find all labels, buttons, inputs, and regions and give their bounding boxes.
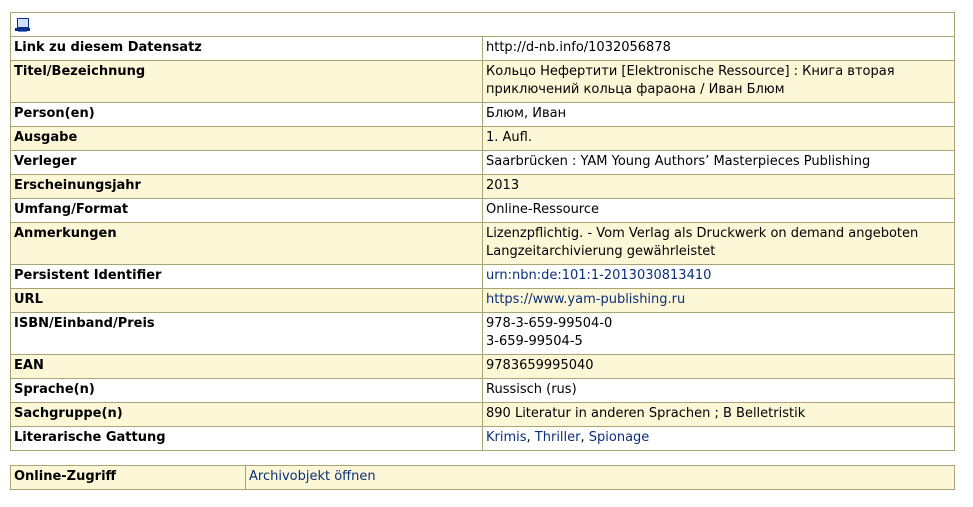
open-archive-object-link[interactable]: Archivobjekt öffnen [249,469,376,484]
record-row [11,127,955,151]
field-label: Literarische Gattung [11,427,483,451]
field-value [483,379,955,403]
field-label: URL [11,289,483,313]
record-table [10,12,955,451]
field-value [483,61,955,103]
field-label: Verleger [11,151,483,175]
genre-link[interactable]: Thriller [534,430,581,445]
field-value-text: Блюм, Иван [486,106,567,121]
record-row [11,37,955,61]
field-label: Person(en) [11,103,483,127]
field-value [483,127,955,151]
record-row [11,289,955,313]
field-value [483,151,955,175]
record-row [11,313,955,355]
field-value-text: Online-Ressource [486,202,600,217]
field-value-line: 3-659-99504-5 [486,334,583,349]
field-value [483,199,955,223]
field-label: Persistent Identifier [11,265,483,289]
field-value [483,427,955,451]
value-link[interactable]: https://www.yam-publishing.ru [486,292,686,307]
field-value-text: Russisch (rus) [486,382,577,397]
record-row [11,223,955,265]
field-label: Titel/Bezeichnung [11,61,483,103]
field-value-text: http://d-nb.info/1032056878 [486,40,671,55]
record-row [11,61,955,103]
field-label: Erscheinungsjahr [11,175,483,199]
field-value [483,403,955,427]
record-row [11,199,955,223]
field-value-line: Langzeitarchivierung gewährleistet [486,244,716,259]
field-label: ISBN/Einband/Preis [11,313,483,355]
record-row [11,427,955,451]
link-separator: , [526,430,535,445]
field-label: Link zu diesem Datensatz [11,37,483,61]
field-label: Sachgruppe(n) [11,403,483,427]
icon-row [11,13,955,37]
field-value [483,265,955,289]
field-value [483,103,955,127]
record-row [11,355,955,379]
field-value-text: 2013 [486,178,520,193]
field-label: Sprache(n) [11,379,483,403]
field-value [483,37,955,61]
field-label: EAN [11,355,483,379]
field-label: Umfang/Format [11,199,483,223]
record-row [11,265,955,289]
online-access-label: Online-Zugriff [11,466,246,490]
record-row [11,175,955,199]
record-row [11,151,955,175]
field-value-line: Lizenzpflichtig. - Vom Verlag als Druckwerk on demand angeboten [486,226,919,241]
field-value-text: 1. Aufl. [486,130,532,145]
field-value [483,175,955,199]
link-separator: , [580,430,589,445]
field-value-text: 890 Literatur in anderen Sprachen ; B Belletristik [486,406,806,421]
genre-link[interactable]: Krimis [486,430,527,445]
value-link[interactable]: urn:nbn:de:101:1-2013030813410 [486,268,712,283]
online-access-table [10,465,955,490]
field-label: Anmerkungen [11,223,483,265]
field-value [483,223,955,265]
record-row [11,379,955,403]
online-access-row [11,466,955,490]
field-value-text: Saarbrücken : YAM Young Authors’ Masterpieces Publishing [486,154,871,169]
record-row [11,103,955,127]
record-row [11,403,955,427]
field-value [483,289,955,313]
field-value-text: 9783659995040 [486,358,594,373]
field-value-line: 978-3-659-99504-0 [486,316,613,331]
field-value [483,355,955,379]
genre-link[interactable]: Spionage [588,430,650,445]
field-label: Ausgabe [11,127,483,151]
field-value [483,313,955,355]
computer-icon[interactable] [15,17,31,33]
field-value-text: Кольцо Нефертити [Elektronische Ressource] : Книга вторая приключений кольца фараона / Иван Блюм [486,64,895,97]
